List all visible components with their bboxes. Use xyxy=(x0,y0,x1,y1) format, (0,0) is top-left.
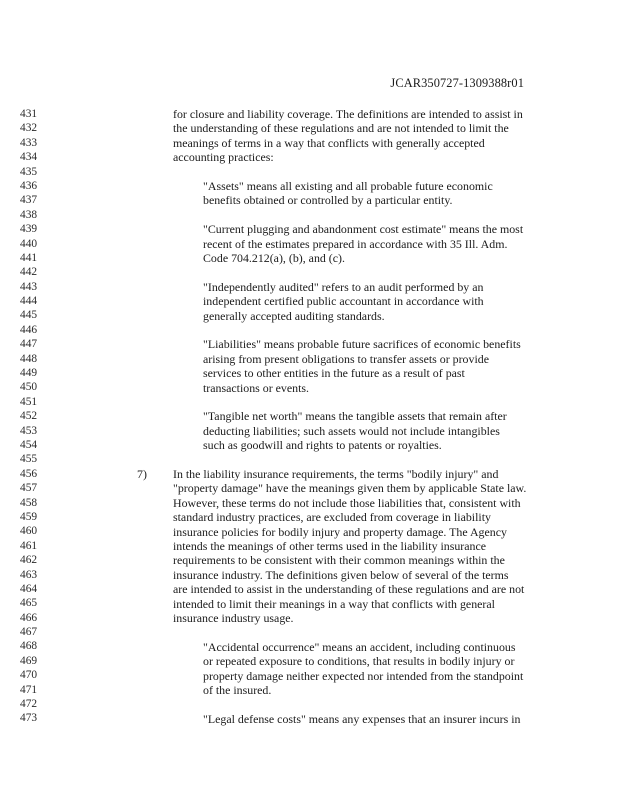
line-number: 472 xyxy=(20,698,38,711)
definition-line: "Liabilities" means probable future sacrifices of economic benefits xyxy=(203,337,521,352)
line-number: 451 xyxy=(20,395,38,408)
line-number: 467 xyxy=(20,626,38,639)
line-number: 469 xyxy=(20,654,38,667)
line-number: 434 xyxy=(20,151,38,164)
document-id-header: JCAR350727-1309388r01 xyxy=(390,76,524,90)
line-number: 446 xyxy=(20,323,38,336)
definition-line: "Current plugging and abandonment cost estimate" means the most xyxy=(203,222,524,237)
line-number: 447 xyxy=(20,338,38,351)
definition-line: property damage neither expected nor intended from the standpoint xyxy=(203,668,524,683)
line-number: 435 xyxy=(20,165,38,178)
definition-line: "Accidental occurrence" means an accident, including continuous xyxy=(203,639,516,654)
line-number-column xyxy=(20,107,60,726)
definition-line: "Legal defense costs" means any expenses that an insurer incurs in xyxy=(203,711,521,726)
line-number: 465 xyxy=(20,597,38,610)
line-number: 466 xyxy=(20,611,38,624)
definition-line: generally accepted auditing standards. xyxy=(203,308,385,323)
definition-line: arising from present obligations to transfer assets or provide xyxy=(203,351,489,366)
body-text-line: intends the meanings of other terms used in the liability insurance xyxy=(173,539,487,553)
definition-line: "Assets" means all existing and all probable future economic xyxy=(203,179,493,193)
body-text-line: the understanding of these regulations and are not intended to limit the xyxy=(173,121,509,136)
line-number: 440 xyxy=(20,237,38,250)
body-text-line: "property damage" have the meanings given them by applicable State law. xyxy=(173,481,527,496)
line-number: 443 xyxy=(20,280,38,293)
line-number: 471 xyxy=(20,683,38,696)
line-number: 458 xyxy=(20,496,38,509)
line-number: 441 xyxy=(20,251,38,264)
line-number: 460 xyxy=(20,525,38,538)
line-number: 436 xyxy=(20,179,38,192)
body-text-line: meanings of terms in a way that conflicts with generally accepted xyxy=(173,135,485,150)
definition-line: services to other entities in the future as a result of past xyxy=(203,366,465,381)
body-text-line: are intended to assist in the understanding of these regulations and are not xyxy=(173,582,525,597)
definition-line: transactions or events. xyxy=(203,380,309,395)
definition-line: Code 704.212(a), (b), and (c). xyxy=(203,251,345,265)
line-number: 461 xyxy=(20,539,38,552)
line-number: 431 xyxy=(20,108,38,120)
definition-line: deducting liabilities; such assets would not include intangibles xyxy=(203,423,500,438)
body-text-line: In the liability insurance requirements, the terms "bodily injury" and xyxy=(173,467,499,481)
line-number: 468 xyxy=(20,640,38,653)
line-number: 444 xyxy=(20,295,38,308)
line-number: 463 xyxy=(20,568,38,581)
paragraph-number: 7) xyxy=(137,467,147,481)
line-number: 470 xyxy=(20,669,38,682)
line-number: 438 xyxy=(20,208,38,221)
line-number: 462 xyxy=(20,554,38,567)
line-number: 450 xyxy=(20,381,38,394)
body-text-line: for closure and liability coverage. The definitions are intended to assist in xyxy=(173,107,523,121)
line-number: 473 xyxy=(20,712,38,725)
line-number: 432 xyxy=(20,122,38,135)
body-text-line: insurance policies for bodily injury and property damage. The Agency xyxy=(173,524,507,539)
definition-line: independent certified public accountant in accordance with xyxy=(203,294,484,309)
line-number: 455 xyxy=(20,453,38,466)
line-number: 449 xyxy=(20,367,38,380)
body-text-line: standard industry practices, are excluded from coverage in liability xyxy=(173,510,491,525)
line-number: 459 xyxy=(20,510,38,523)
line-number: 448 xyxy=(20,352,38,365)
line-number: 453 xyxy=(20,424,38,437)
line-number: 456 xyxy=(20,467,38,480)
line-number: 454 xyxy=(20,438,38,451)
line-number: 433 xyxy=(20,136,38,149)
definition-line: benefits obtained or controlled by a particular entity. xyxy=(203,193,453,208)
body-text-line: insurance industry usage. xyxy=(173,611,294,625)
line-number: 445 xyxy=(20,309,38,322)
body-text-line: insurance industry. The definitions given below of several of the terms xyxy=(173,567,509,582)
definition-line: or repeated exposure to conditions, that results in bodily injury or xyxy=(203,654,515,669)
definition-line: "Tangible net worth" means the tangible assets that remain after xyxy=(203,409,507,424)
body-text-line: intended to limit their meanings in a way that conflicts with general xyxy=(173,596,495,611)
body-text-line: requirements to be consistent with their common meanings within the xyxy=(173,553,505,568)
definition-line: of the insured. xyxy=(203,683,272,697)
line-number: 437 xyxy=(20,194,38,207)
definition-line: recent of the estimates prepared in accordance with 35 Ill. Adm. xyxy=(203,236,508,251)
definition-line: "Independently audited" refers to an audit performed by an xyxy=(203,279,484,294)
line-number: 464 xyxy=(20,582,38,595)
body-text-line: However, these terms do not include those liabilities that, consistent with xyxy=(173,495,521,510)
line-number: 457 xyxy=(20,482,38,495)
line-number: 452 xyxy=(20,410,38,423)
line-number: 439 xyxy=(20,223,38,236)
line-number: 442 xyxy=(20,266,38,279)
body-text-line: accounting practices: xyxy=(173,150,274,165)
definition-line: such as goodwill and rights to patents or royalties. xyxy=(203,438,442,453)
